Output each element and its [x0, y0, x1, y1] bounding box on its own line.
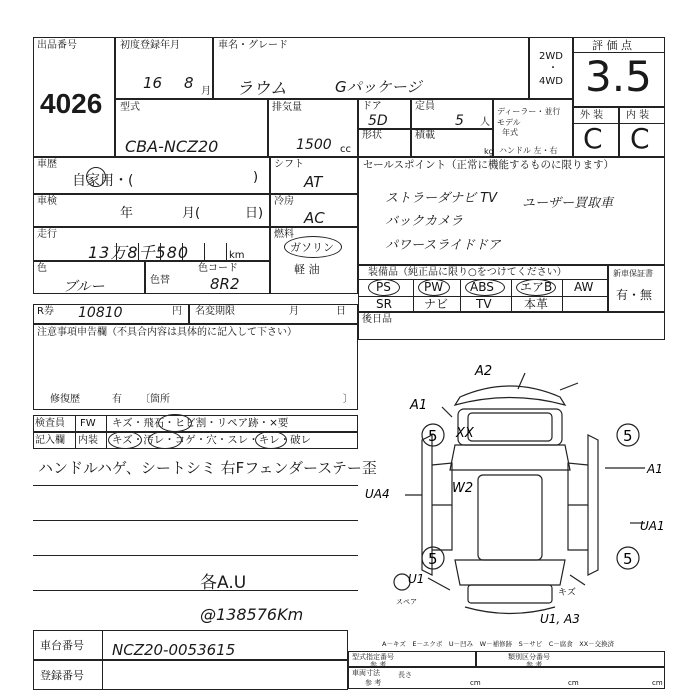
capacity-label: 定員: [415, 101, 435, 112]
name-change-label: 名変期限: [195, 306, 235, 317]
cm-2: cm: [568, 679, 579, 687]
recycle-unit: 円: [172, 306, 182, 317]
equip-aw: AW: [574, 280, 594, 294]
door-label: ドア: [362, 101, 382, 112]
door-value: 5D: [368, 113, 388, 129]
reg-month-unit: 月: [201, 86, 211, 97]
history-close: ): [253, 170, 259, 185]
lot-number: 4026: [40, 88, 103, 119]
score-label: 評 価 点: [592, 39, 632, 52]
equip-abs: ABS: [470, 280, 494, 294]
mark-w2: W2: [452, 481, 474, 496]
load-label: 積載: [415, 130, 435, 141]
type-value: CBA-NCZ20: [125, 137, 219, 156]
class-num-label: 類別区分番号: [508, 653, 550, 661]
notes-label: 注意事項申告欄（不具合内容は具体的に記入して下さい）: [37, 327, 297, 338]
drive-2wd: 2WD: [539, 51, 563, 62]
cm-3: cm: [652, 679, 663, 687]
ext-label: 外 装: [580, 110, 604, 121]
legend: A－キズ E－エクボ U－凹み W－補修跡 S－サビ C－腐食 XX－交換済: [382, 640, 615, 648]
size-label: 車両寸法: [352, 669, 380, 677]
rear-items-label: 後日品: [362, 314, 392, 325]
mark-ua1: UA1: [640, 519, 665, 533]
int-label: 内 装: [626, 110, 650, 121]
spare-label: スペア: [396, 598, 417, 606]
disp-value: 1500: [296, 137, 332, 153]
color-label: 色: [37, 263, 47, 274]
history-value: 自家用・(: [72, 173, 134, 189]
warranty-value: 有・無: [616, 288, 653, 302]
equip-ps: PS: [376, 280, 391, 294]
equip-navi: ナビ: [424, 297, 449, 311]
repair-place: 〔箇所: [140, 394, 170, 405]
recycle-value: 10810: [78, 305, 123, 321]
kizu-mark: キズ: [558, 588, 576, 598]
size-ref: 参 考: [365, 679, 382, 687]
reg-year: 16: [143, 74, 163, 92]
chassis-label: 車台番号: [40, 639, 84, 652]
mileage-label: 走行: [37, 229, 57, 240]
ext-grade: C: [583, 122, 603, 155]
equipment-label: 装備品（純正品に限り○をつけてください）: [368, 267, 567, 278]
lot-label: 出品番号: [37, 40, 77, 51]
chassis-value: NCZ20-0053615: [112, 641, 236, 659]
pw-circle: [418, 279, 450, 296]
inspector-label1: 検査員: [35, 418, 65, 429]
scuff-circle: [255, 431, 287, 449]
cm-1: cm: [470, 679, 481, 687]
repair-label: 修復歴: [50, 394, 80, 405]
tire-fr: 5: [623, 427, 633, 445]
drive-dot: ・: [548, 63, 558, 74]
capacity-value: 5: [455, 113, 464, 129]
ps-circle: [368, 279, 400, 296]
car-diagram: [360, 345, 665, 625]
sales-points-label: セールスポイント（正常に機能するものに限ります）: [363, 159, 615, 171]
repair-close: 〕: [343, 394, 353, 405]
warranty-label: 新車保証書: [613, 269, 653, 278]
disp-label: 排気量: [272, 102, 302, 113]
name-change-month: 月: [289, 306, 299, 317]
class-num-ref: 参 考: [526, 661, 543, 669]
tire-rl: 5: [428, 550, 438, 568]
inspector-fw: FW: [80, 418, 96, 429]
repaint-label: 色替: [150, 275, 170, 286]
sales-point-2: バックカメラ: [385, 214, 464, 229]
abs-circle: [465, 279, 505, 296]
class-num-cell: [476, 651, 665, 667]
rear-items-cell: [358, 312, 665, 340]
airbag-circle: [516, 279, 556, 296]
equip-sr: SR: [376, 297, 392, 311]
remark-line2: 各A.U: [200, 573, 247, 593]
equip-leather: 本革: [524, 297, 549, 311]
model-year-label: 年式: [502, 128, 518, 137]
car-grade: Gパッケージ: [335, 78, 422, 96]
dealer-label: ディーラー・並行: [497, 107, 561, 116]
drive-4wd: 4WD: [539, 76, 563, 87]
remark-line3: @138576Km: [200, 605, 304, 624]
fuel-label: 燃料: [274, 229, 294, 240]
history-label: 車歴: [37, 159, 57, 170]
mileage-value: 13万8千580: [88, 243, 190, 262]
tire-rr: 5: [623, 550, 633, 568]
history-cell: [33, 157, 270, 194]
inspection-year: 年: [120, 206, 134, 221]
inspector-label2: 記入欄: [35, 435, 65, 446]
mark-ua4: UA4: [365, 487, 390, 501]
mileage-unit: km: [229, 250, 245, 261]
disp-unit: cc: [340, 144, 351, 155]
mark-u1: U1: [408, 572, 425, 586]
sales-point-4: ユーザー買取車: [522, 196, 614, 211]
recycle-label: R券: [37, 306, 54, 317]
capacity-unit: 人: [480, 117, 490, 128]
model-num-ref: 参 考: [370, 661, 387, 669]
reg-month: 8: [184, 74, 194, 92]
ac-label: 冷房: [274, 196, 294, 207]
shape-label: 形状: [362, 130, 382, 141]
inspector-row2-items: キズ・汚レ・コゲ・穴・スレ・キレ・破レ: [112, 434, 312, 446]
equip-airbag: エアB: [520, 280, 553, 294]
load-unit: kg: [484, 147, 494, 156]
equip-pw: PW: [424, 280, 444, 294]
ac-value: AC: [304, 209, 325, 227]
registration-label: 登録番号: [40, 669, 84, 682]
inspection-month: 月(: [182, 206, 201, 221]
inspection-day: 日): [245, 206, 264, 221]
color-code-label: 色コード: [198, 263, 238, 274]
shift-value: AT: [304, 173, 323, 191]
color-value: ブルー: [63, 279, 105, 295]
first-reg-label: 初度登録年月: [120, 40, 180, 51]
mark-u1-a3: U1, A3: [540, 612, 580, 625]
inspector-row1-items: キズ・飛石・ヒビ割・リペア跡・×要: [112, 417, 289, 429]
stain-circle: [148, 431, 182, 449]
color-code-value: 8R2: [210, 275, 240, 293]
stone-chip-circle: [158, 414, 192, 432]
length-label: 長さ: [398, 671, 412, 679]
inspector-interior: 内装: [78, 435, 98, 446]
equip-tv: TV: [476, 297, 492, 311]
history-circle: [86, 167, 106, 187]
inspection-label: 車検: [37, 196, 57, 207]
shift-label: シフト: [274, 159, 304, 170]
name-change-day: 日: [336, 306, 346, 317]
fuel-circle: [284, 236, 342, 258]
mark-xx: XX: [456, 426, 474, 441]
model-num-label: 型式指定番号: [352, 653, 394, 661]
remark-line1: ハンドルハゲ、シートシミ 右Fフェンダーステー歪: [38, 459, 377, 477]
size-cell: [348, 667, 665, 689]
sales-point-1: ストラーダナビ TV: [385, 191, 497, 206]
scratch-circle: [108, 431, 142, 449]
inspection-cell: [33, 194, 270, 227]
fuel-diesel: 軽 油: [294, 263, 320, 276]
car-name: ラウム: [236, 79, 287, 99]
int-grade: C: [630, 122, 650, 155]
type-label: 型式: [120, 102, 140, 113]
mark-a1-front: A1: [410, 398, 428, 413]
mark-a1-right: A1: [647, 462, 663, 476]
fuel-gas: ガソリン: [290, 241, 334, 254]
repair-value: 有: [112, 394, 122, 405]
mark-a2: A2: [475, 364, 493, 379]
car-name-label: 車名・グレード: [218, 40, 288, 51]
score-value: 3.5: [585, 52, 652, 101]
sales-point-3: パワースライドドア: [385, 238, 501, 253]
handle-label: ハンドル 左・右: [499, 146, 558, 155]
model-label: モデル: [497, 118, 521, 127]
tire-fl: 5: [428, 427, 438, 445]
